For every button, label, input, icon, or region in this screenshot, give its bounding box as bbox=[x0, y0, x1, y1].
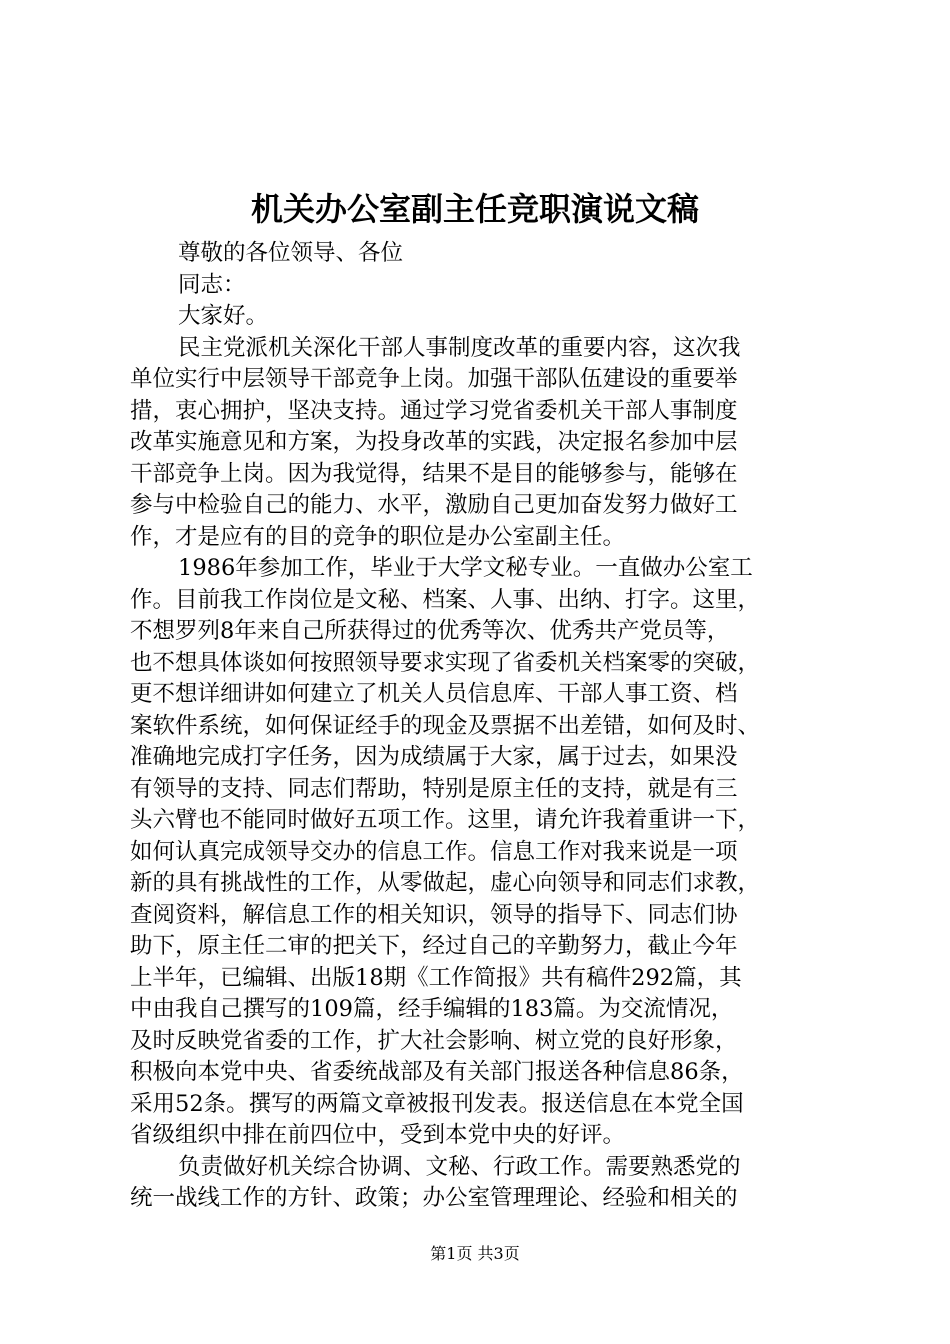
paragraph-line: 不想罗列8年来自己所获得过的优秀等次、优秀共产党员等， bbox=[130, 618, 730, 644]
paragraph-line: 省级组织中排在前四位中，受到本党中央的好评。 bbox=[130, 1122, 626, 1148]
salutation-line: 同志： bbox=[178, 271, 246, 298]
paragraph-line: 措，衷心拥护，坚决支持。通过学习党省委机关干部人事制度 bbox=[130, 397, 738, 424]
paragraph-line: 积极向本党中央、省委统战部及有关部门报送各种信息86条， bbox=[130, 1059, 744, 1085]
greeting-line: 大家好。 bbox=[178, 303, 269, 329]
paragraph-line: 更不想详细讲如何建立了机关人员信息库、干部人事工资、档 bbox=[130, 681, 738, 707]
paragraph-line: 负责做好机关综合协调、文秘、行政工作。需要熟悉党的 bbox=[178, 1153, 741, 1180]
paragraph-line: 干部竞争上岗。因为我觉得，结果不是目的能够参与，能够在 bbox=[130, 460, 738, 487]
paragraph-line: 准确地完成打字任务，因为成绩属于大家，属于过去，如果没 bbox=[130, 744, 738, 770]
paragraph-line: 也不想具体谈如何按照领导要求实现了省委机关档案零的突破， bbox=[130, 649, 761, 676]
paragraph-line: 1986年参加工作，毕业于大学文秘专业。一直做办公室工 bbox=[178, 555, 753, 581]
paragraph-line: 中由我自己撰写的109篇，经手编辑的183篇。为交流情况， bbox=[130, 996, 734, 1022]
paragraph-line: 头六臂也不能同时做好五项工作。这里，请允许我着重讲一下， bbox=[130, 807, 761, 833]
paragraph-line: 案软件系统，如何保证经手的现金及票据不出差错，如何及时、 bbox=[130, 712, 761, 739]
paragraph-line: 统一战线工作的方针、政策；办公室管理理论、经验和相关的 bbox=[130, 1185, 738, 1211]
paragraph-line: 助下，原主任二审的把关下，经过自己的辛勤努力，截止今年 bbox=[130, 933, 738, 959]
paragraph-line: 采用52条。撰写的两篇文章被报刊发表。报送信息在本党全国 bbox=[130, 1090, 744, 1117]
paragraph-line: 查阅资料，解信息工作的相关知识，领导的指导下、同志们协 bbox=[130, 901, 738, 928]
salutation-line: 尊敬的各位领导、各位 bbox=[178, 240, 404, 266]
paragraph-line: 参与中检验自己的能力、水平，激励自己更加奋发努力做好工 bbox=[130, 492, 738, 518]
paragraph-line: 民主党派机关深化干部人事制度改革的重要内容，这次我 bbox=[178, 334, 741, 361]
paragraph-line: 单位实行中层领导干部竞争上岗。加强干部队伍建设的重要举 bbox=[130, 366, 738, 392]
paragraph-line: 作。目前我工作岗位是文秘、档案、人事、出纳、打字。这里， bbox=[130, 586, 761, 613]
paragraph-line: 新的具有挑战性的工作，从零做起，虚心向领导和同志们求教， bbox=[130, 870, 761, 896]
paragraph-line: 上半年，已编辑、出版18期《工作简报》共有稿件292篇，其 bbox=[130, 964, 742, 991]
paragraph-line: 及时反映党省委的工作，扩大社会影响、树立党的良好形象， bbox=[130, 1027, 738, 1054]
document-title: 机关办公室副主任竞职演说文稿 bbox=[250, 190, 699, 228]
paragraph-line: 改革实施意见和方案，为投身改革的实践，决定报名参加中层 bbox=[130, 429, 738, 455]
paragraph-line: 如何认真完成领导交办的信息工作。信息工作对我来说是一项 bbox=[130, 838, 738, 865]
paragraph-line: 作，才是应有的目的竞争的职位是办公室副主任。 bbox=[130, 523, 626, 550]
paragraph-line: 有领导的支持、同志们帮助，特别是原主任的支持，就是有三 bbox=[130, 775, 738, 802]
page-indicator: 第1页 共3页 bbox=[430, 1244, 520, 1263]
document-body bbox=[130, 238, 830, 1215]
